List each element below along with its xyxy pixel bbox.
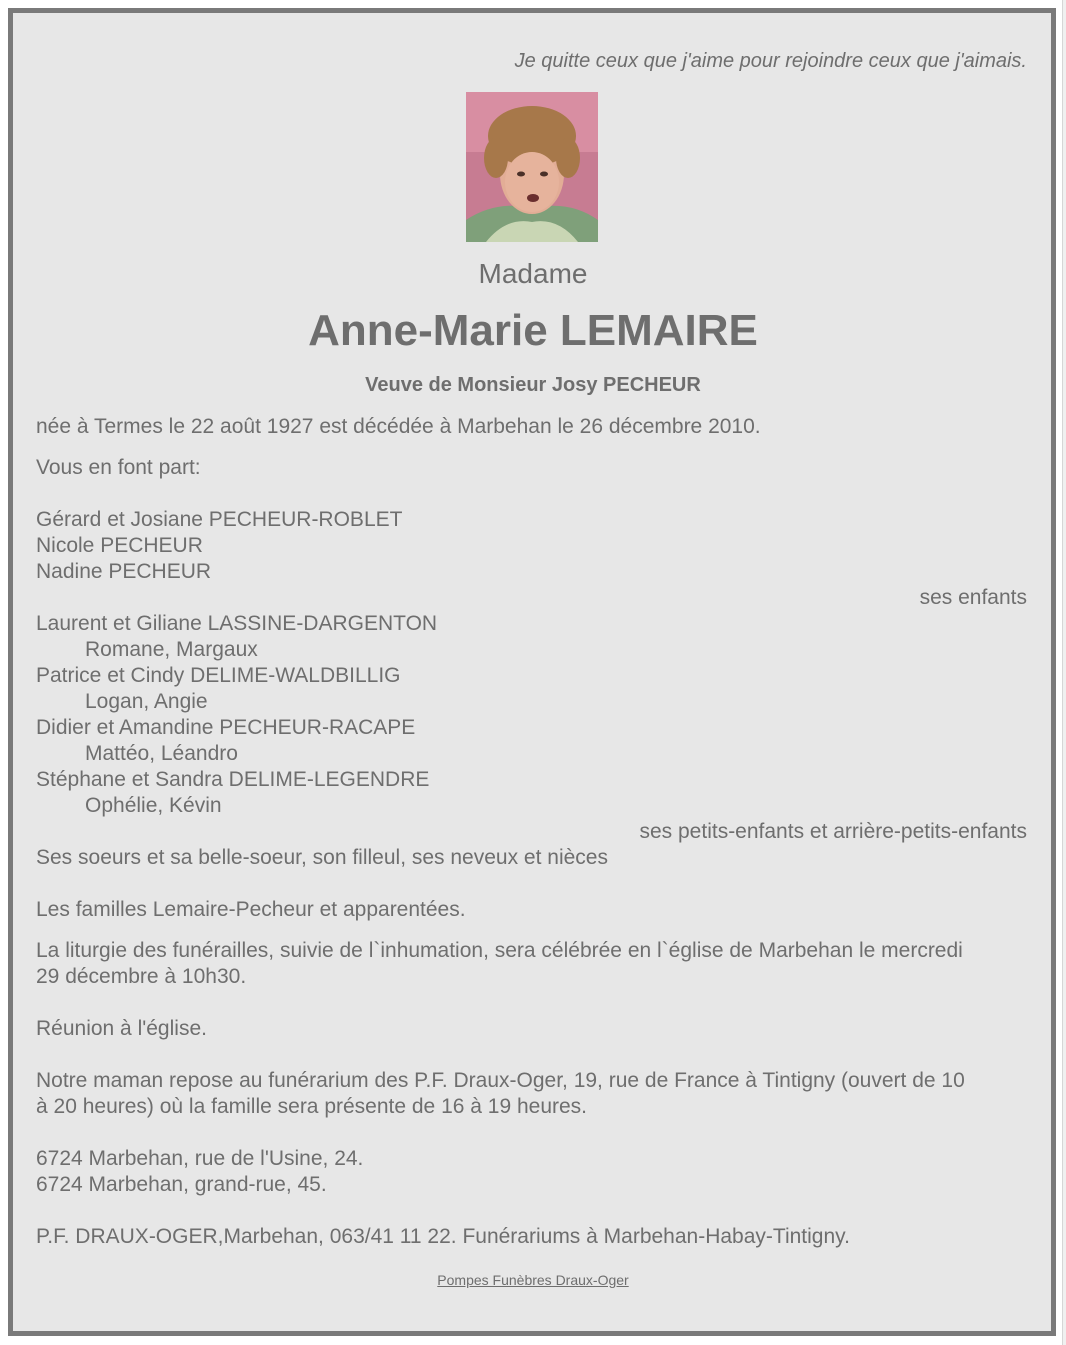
announce-line: Vous en font part: bbox=[36, 456, 201, 479]
child-line: Gérard et Josiane PECHEUR-ROBLET bbox=[36, 508, 403, 531]
address-line: 6724 Marbehan, grand-rue, 45. bbox=[36, 1173, 327, 1196]
repose-line: Notre maman repose au funérarium des P.F. Draux-Oger, 19, rue de France à Tintigny (ouvert de 10 bbox=[36, 1069, 965, 1092]
grandchild-couple: Laurent et Giliane LASSINE-DARGENTON bbox=[36, 612, 438, 635]
repose-line: à 20 heures) où la famille sera présente de 16 à 19 heures. bbox=[36, 1095, 588, 1118]
grandchild-kids: Romane, Margaux bbox=[85, 638, 258, 661]
grandchildren-label: ses petits-enfants et arrière-petits-enfants bbox=[639, 820, 1027, 843]
grandchild-kids: Mattéo, Léandro bbox=[85, 742, 238, 765]
widow-of: Veuve de Monsieur Josy PECHEUR bbox=[365, 374, 701, 396]
funeral-home-link[interactable]: Pompes Funèbres Draux-Oger bbox=[437, 1272, 629, 1288]
families-line: Les familles Lemaire-Pecheur et apparentées. bbox=[36, 898, 466, 921]
quote: Je quitte ceux que j'aime pour rejoindre ceux que j'aimais. bbox=[514, 50, 1027, 72]
funeral-home-line: P.F. DRAUX-OGER,Marbehan, 063/41 11 22. Funérariums à Marbehan-Habay-Tintigny. bbox=[36, 1225, 850, 1248]
child-line: Nicole PECHEUR bbox=[36, 534, 203, 557]
grandchild-couple: Patrice et Cindy DELIME-WALDBILLIG bbox=[36, 664, 401, 687]
scrollbar[interactable] bbox=[1062, 0, 1066, 1345]
portrait-photo bbox=[466, 92, 598, 242]
deceased-name: Anne-Marie LEMAIRE bbox=[308, 306, 758, 355]
grandchild-kids: Ophélie, Kévin bbox=[85, 794, 222, 817]
liturgy-line: La liturgie des funérailles, suivie de l`inhumation, sera célébrée en l`église de Marbehan le mercredi bbox=[36, 939, 963, 962]
siblings-line: Ses soeurs et sa belle-soeur, son filleul, ses neveux et nièces bbox=[36, 846, 608, 869]
liturgy-line: 29 décembre à 10h30. bbox=[36, 965, 247, 988]
grandchild-kids: Logan, Angie bbox=[85, 690, 208, 713]
address-line: 6724 Marbehan, rue de l'Usine, 24. bbox=[36, 1147, 364, 1170]
birth-death-line: née à Termes le 22 août 1927 est décédée à Marbehan le 26 décembre 2010. bbox=[36, 415, 761, 438]
child-line: Nadine PECHEUR bbox=[36, 560, 212, 583]
grandchild-couple: Stéphane et Sandra DELIME-LEGENDRE bbox=[36, 768, 430, 791]
children-label: ses enfants bbox=[919, 586, 1027, 609]
title-prefix: Madame bbox=[478, 258, 588, 289]
meeting-line: Réunion à l'église. bbox=[36, 1017, 207, 1040]
grandchild-couple: Didier et Amandine PECHEUR-RACAPE bbox=[36, 716, 416, 739]
